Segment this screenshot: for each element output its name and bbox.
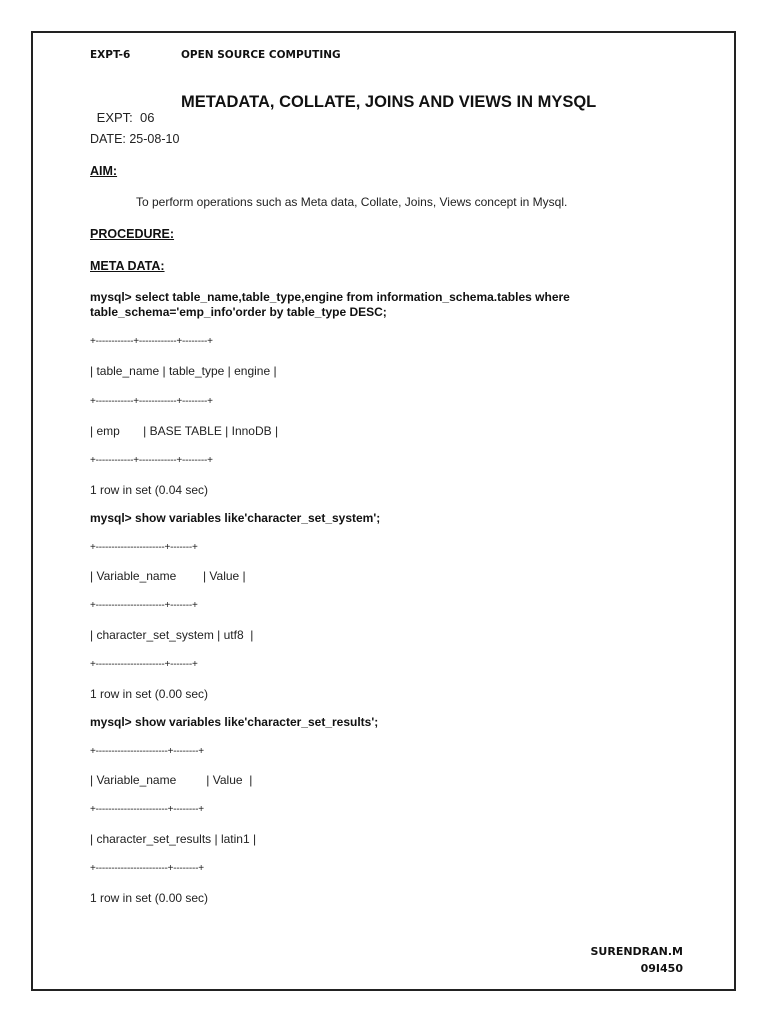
query1-command-line1: mysql> select table_name,table_type,engine from information_schema.tables where bbox=[90, 290, 570, 304]
aim-text: To perform operations such as Meta data, Collate, Joins, Views concept in Mysql. bbox=[136, 195, 568, 209]
query2-result: 1 row in set (0.00 sec) bbox=[90, 687, 209, 701]
procedure-heading: PROCEDURE: bbox=[90, 227, 175, 241]
query1-command-line2: table_schema='emp_info'order by table_type DESC; bbox=[90, 305, 387, 319]
query1-result: 1 row in set (0.04 sec) bbox=[90, 483, 209, 497]
query2-separator-bottom: +----------------------+-------+ bbox=[90, 659, 198, 670]
header-subject: OPEN SOURCE COMPUTING bbox=[181, 49, 341, 61]
query1-separator-bottom: +------------+------------+--------+ bbox=[90, 455, 213, 466]
query2-separator-mid: +----------------------+-------+ bbox=[90, 600, 198, 611]
query2-separator-top: +----------------------+-------+ bbox=[90, 542, 198, 553]
query3-data-row: | character_set_results | latin1 | bbox=[90, 832, 257, 846]
expt-number: EXPT: 06 bbox=[96, 110, 155, 125]
query2-command: mysql> show variables like'character_set_system'; bbox=[90, 511, 381, 525]
query3-separator-bottom: +-----------------------+--------+ bbox=[90, 863, 204, 874]
signature-roll: 09I450 bbox=[640, 962, 683, 975]
query2-data-row: | character_set_system | utf8 | bbox=[90, 628, 254, 642]
date-line: DATE: 25-08-10 bbox=[90, 132, 180, 146]
metadata-heading: META DATA: bbox=[90, 259, 165, 273]
query3-separator-mid: +-----------------------+--------+ bbox=[90, 804, 204, 815]
query2-header-row: | Variable_name | Value | bbox=[90, 569, 246, 583]
query1-separator-mid: +------------+------------+--------+ bbox=[90, 396, 213, 407]
query1-header-row: | table_name | table_type | engine | bbox=[90, 364, 277, 378]
query3-separator-top: +-----------------------+--------+ bbox=[90, 746, 204, 757]
query3-result: 1 row in set (0.00 sec) bbox=[90, 891, 209, 905]
query1-separator-top: +------------+------------+--------+ bbox=[90, 336, 213, 347]
page-title: METADATA, COLLATE, JOINS AND VIEWS IN MYSQL bbox=[181, 93, 597, 111]
aim-heading: AIM: bbox=[90, 164, 118, 178]
query3-command: mysql> show variables like'character_set_results'; bbox=[90, 715, 379, 729]
query3-header-row: | Variable_name | Value | bbox=[90, 773, 253, 787]
signature-name: SURENDRAN.M bbox=[590, 945, 683, 958]
header-expt: EXPT-6 bbox=[90, 49, 131, 61]
query1-data-row: | emp | BASE TABLE | InnoDB | bbox=[90, 424, 279, 438]
